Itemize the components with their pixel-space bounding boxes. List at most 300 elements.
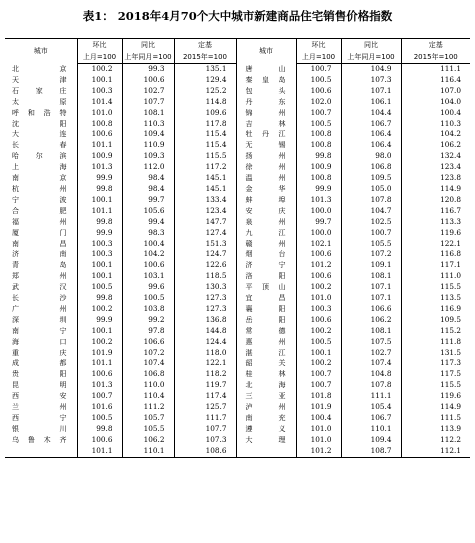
table-row — [5, 86, 470, 97]
right-yoy-cell: 107.5 — [341, 337, 401, 348]
left-city-cell: 沈 阳 — [12, 119, 67, 128]
right-yoy-cell: 107.1 — [341, 86, 401, 97]
right-city-cell: 泉 州 — [236, 217, 296, 228]
left-yoy-cell: 99.3 — [122, 64, 174, 75]
left-mom-cell: 100.1 — [77, 195, 122, 206]
left-mom-cell: 100.1 — [77, 271, 122, 282]
left-city-cell: 天 津 — [12, 75, 67, 84]
left-mom-cell: 99.8 — [77, 184, 122, 195]
table-row — [5, 293, 470, 304]
left-city-cell — [5, 446, 77, 457]
left-mom-cell: 101.1 — [77, 358, 122, 369]
left-yoy-cell: 107.2 — [122, 348, 174, 359]
header-mom-sub-left: 上月=100 — [77, 51, 122, 64]
left-mom-cell: 101.1 — [77, 206, 122, 217]
table-row — [5, 315, 470, 326]
header-city-left: 城市 — [5, 39, 77, 64]
right-base-cell: 113.3 — [401, 217, 470, 228]
left-city-cell: 西 宁 — [12, 414, 67, 422]
right-base-cell: 117.5 — [401, 369, 470, 380]
left-yoy-cell: 99.7 — [122, 195, 174, 206]
left-base-cell: 133.4 — [174, 195, 236, 206]
header-row-main — [5, 39, 470, 52]
table-row — [5, 271, 470, 282]
right-yoy-cell: 106.1 — [341, 97, 401, 108]
left-yoy-cell: 106.6 — [122, 337, 174, 348]
left-city-cell: 深 圳 — [12, 315, 67, 324]
left-base-cell: 107.3 — [174, 435, 236, 446]
left-city-cell: 昆 明 — [12, 381, 67, 390]
right-city-cell: 牡丹江 — [236, 129, 296, 140]
left-mom-cell: 100.6 — [77, 435, 122, 446]
left-mom-cell: 100.2 — [77, 304, 122, 315]
header-base-left: 定基 — [174, 39, 236, 52]
right-mom-cell: 100.2 — [296, 358, 341, 369]
left-yoy-cell: 103.1 — [122, 271, 174, 282]
left-base-cell: 115.5 — [174, 151, 236, 162]
left-base-cell: 123.4 — [174, 206, 236, 217]
right-base-cell: 117.1 — [401, 260, 470, 271]
table-row — [5, 75, 470, 86]
right-city-cell: 锦 州 — [236, 108, 296, 119]
left-city-cell: 合 肥 — [12, 206, 67, 215]
left-yoy-cell: 105.7 — [122, 413, 174, 424]
left-mom-cell: 101.3 — [77, 162, 122, 173]
right-yoy-cell: 108.1 — [341, 326, 401, 337]
left-city-cell: 郑 州 — [12, 272, 67, 281]
right-base-cell: 100.4 — [401, 108, 470, 119]
right-mom-cell: 101.2 — [296, 260, 341, 271]
right-yoy-cell: 108.1 — [341, 271, 401, 282]
left-base-cell: 109.6 — [174, 108, 236, 119]
left-base-cell: 124.7 — [174, 249, 236, 260]
left-yoy-cell: 110.0 — [122, 380, 174, 391]
left-yoy-cell: 106.8 — [122, 369, 174, 380]
right-yoy-cell: 105.5 — [341, 239, 401, 250]
left-city-cell: 南 宁 — [12, 326, 67, 335]
right-yoy-cell: 107.2 — [341, 249, 401, 260]
left-city-cell: 乌鲁木齐 — [12, 435, 67, 444]
right-base-cell: 116.9 — [401, 304, 470, 315]
left-city-cell: 哈尔滨 — [12, 152, 67, 161]
left-mom-cell: 100.1 — [77, 75, 122, 86]
right-base-cell: 114.9 — [401, 402, 470, 413]
right-mom-cell: 100.9 — [296, 162, 341, 173]
header-yoy-left: 同比 — [122, 39, 174, 52]
right-city-cell: 韶 关 — [236, 358, 296, 369]
right-city-cell: 扬 州 — [236, 151, 296, 162]
table-row — [5, 129, 470, 140]
right-mom-cell: 102.0 — [296, 97, 341, 108]
left-mom-cell: 99.9 — [77, 228, 122, 239]
right-city-cell: 南 充 — [236, 413, 296, 424]
right-base-cell: 123.8 — [401, 173, 470, 184]
table-row — [5, 380, 470, 391]
left-city-cell: 太 原 — [12, 97, 67, 106]
right-mom-cell: 100.6 — [296, 315, 341, 326]
right-base-cell: 131.5 — [401, 348, 470, 359]
left-city-cell: 呼和浩特 — [12, 108, 67, 117]
left-city-cell: 石家庄 — [12, 86, 67, 95]
left-mom-cell: 99.9 — [77, 315, 122, 326]
right-mom-cell: 100.3 — [296, 304, 341, 315]
right-base-cell: 120.8 — [401, 195, 470, 206]
right-yoy-cell: 106.7 — [341, 413, 401, 424]
left-mom-cell: 100.2 — [77, 337, 122, 348]
right-base-cell: 110.3 — [401, 119, 470, 130]
right-yoy-cell: 106.8 — [341, 162, 401, 173]
right-base-cell: 115.2 — [401, 326, 470, 337]
left-base-cell: 129.4 — [174, 75, 236, 86]
left-yoy-cell: 100.4 — [122, 239, 174, 250]
left-base-cell: 115.4 — [174, 129, 236, 140]
left-city-cell: 兰 州 — [12, 403, 67, 412]
left-mom-cell: 100.7 — [77, 391, 122, 402]
left-mom-cell: 99.8 — [77, 293, 122, 304]
left-base-cell: 127.3 — [174, 304, 236, 315]
left-mom-cell: 99.8 — [77, 217, 122, 228]
right-base-cell: 111.1 — [401, 64, 470, 75]
left-mom-cell: 100.1 — [77, 326, 122, 337]
right-yoy-cell: 107.3 — [341, 75, 401, 86]
left-city-cell: 上 海 — [12, 163, 67, 172]
right-city-cell — [236, 446, 296, 457]
left-city-cell: 南 昌 — [12, 239, 67, 248]
left-base-cell: 114.8 — [174, 97, 236, 108]
table-row — [5, 206, 470, 217]
right-city-cell: 襄 阳 — [236, 304, 296, 315]
right-base-cell: 114.9 — [401, 184, 470, 195]
right-yoy-cell: 106.2 — [341, 315, 401, 326]
left-mom-cell: 100.3 — [77, 239, 122, 250]
right-base-cell: 111.0 — [401, 271, 470, 282]
left-yoy-cell: 108.1 — [122, 108, 174, 119]
header-mom-right: 环比 — [296, 39, 341, 52]
right-city-cell: 平顶山 — [236, 282, 296, 293]
right-yoy-cell: 109.5 — [341, 173, 401, 184]
header-mom-sub-right: 上月=100 — [296, 51, 341, 64]
right-base-cell: 132.4 — [401, 151, 470, 162]
left-mom-cell: 100.3 — [77, 249, 122, 260]
right-city-cell: 常 德 — [236, 326, 296, 337]
left-yoy-cell: 103.8 — [122, 304, 174, 315]
left-yoy-cell: 99.2 — [122, 315, 174, 326]
left-city-cell: 成 都 — [12, 359, 67, 368]
right-base-cell: 111.5 — [401, 413, 470, 424]
right-city-cell: 九 江 — [236, 228, 296, 239]
left-mom-cell: 99.9 — [77, 173, 122, 184]
table-row — [5, 424, 470, 435]
table-row — [5, 97, 470, 108]
left-yoy-cell: 105.6 — [122, 206, 174, 217]
left-base-cell: 118.0 — [174, 348, 236, 359]
left-base-cell: 130.3 — [174, 282, 236, 293]
left-base-cell: 117.2 — [174, 162, 236, 173]
left-yoy-cell: 110.9 — [122, 140, 174, 151]
right-yoy-cell: 106.7 — [341, 119, 401, 130]
right-base-cell: 112.2 — [401, 435, 470, 446]
left-yoy-cell: 98.3 — [122, 228, 174, 239]
right-mom-cell: 100.5 — [296, 119, 341, 130]
right-base-cell: 107.0 — [401, 86, 470, 97]
left-base-cell: 144.8 — [174, 326, 236, 337]
right-yoy-cell: 100.7 — [341, 228, 401, 239]
left-city-cell: 长 沙 — [12, 294, 67, 303]
right-yoy-cell: 107.4 — [341, 358, 401, 369]
table-row — [5, 391, 470, 402]
right-yoy-cell: 107.8 — [341, 380, 401, 391]
left-mom-cell: 101.1 — [77, 140, 122, 151]
left-city-cell: 海 口 — [12, 337, 67, 346]
right-yoy-cell: 107.8 — [341, 195, 401, 206]
left-city-cell: 贵 阳 — [12, 370, 67, 379]
left-mom-cell: 101.4 — [77, 97, 122, 108]
right-mom-cell: 100.2 — [296, 282, 341, 293]
right-yoy-cell: 109.1 — [341, 260, 401, 271]
left-yoy-cell: 110.1 — [122, 446, 174, 457]
header-base-sub-left: 2015年=100 — [174, 51, 236, 64]
header-mom-left: 环比 — [77, 39, 122, 52]
left-mom-cell: 100.1 — [77, 260, 122, 271]
right-mom-cell: 100.8 — [296, 140, 341, 151]
table-row — [5, 348, 470, 359]
left-mom-cell: 100.5 — [77, 282, 122, 293]
right-city-cell: 唐 山 — [236, 64, 296, 75]
right-city-cell: 北 海 — [236, 380, 296, 391]
right-yoy-cell: 104.7 — [341, 206, 401, 217]
right-mom-cell: 101.0 — [296, 293, 341, 304]
left-mom-cell: 100.3 — [77, 86, 122, 97]
left-city-cell: 福 州 — [12, 217, 67, 226]
right-city-cell: 遵 义 — [236, 424, 296, 435]
table-row — [5, 140, 470, 151]
right-mom-cell: 100.0 — [296, 228, 341, 239]
left-mom-cell: 100.8 — [77, 119, 122, 130]
left-yoy-cell: 99.4 — [122, 217, 174, 228]
right-yoy-cell: 104.9 — [341, 64, 401, 75]
right-mom-cell: 101.0 — [296, 424, 341, 435]
right-yoy-cell: 109.4 — [341, 435, 401, 446]
left-yoy-cell: 100.6 — [122, 260, 174, 271]
left-base-cell: 151.3 — [174, 239, 236, 250]
left-base-cell: 107.7 — [174, 424, 236, 435]
header-base-sub-right: 2015年=100 — [401, 51, 470, 64]
right-city-cell: 宜 昌 — [236, 293, 296, 304]
table-title: 表1： 2018年4月70个大中城市新建商品住宅销售价格指数 — [82, 9, 393, 23]
right-mom-cell: 101.8 — [296, 391, 341, 402]
table-row — [5, 446, 470, 457]
right-yoy-cell: 105.0 — [341, 184, 401, 195]
left-yoy-cell: 111.2 — [122, 402, 174, 413]
right-yoy-cell: 105.4 — [341, 402, 401, 413]
left-yoy-cell: 112.0 — [122, 162, 174, 173]
table-row — [5, 326, 470, 337]
table-row — [5, 249, 470, 260]
right-city-cell: 秦皇岛 — [236, 75, 296, 86]
left-yoy-cell: 109.4 — [122, 129, 174, 140]
left-city-cell: 宁 波 — [12, 195, 67, 204]
left-base-cell: 122.6 — [174, 260, 236, 271]
right-base-cell: 116.7 — [401, 206, 470, 217]
header-yoy-sub-right: 上年同月=100 — [341, 51, 401, 64]
table-header — [5, 39, 470, 64]
right-city-cell: 丹 东 — [236, 97, 296, 108]
left-yoy-cell: 109.3 — [122, 151, 174, 162]
right-mom-cell: 102.1 — [296, 239, 341, 250]
left-yoy-cell: 107.7 — [122, 97, 174, 108]
right-yoy-cell: 102.5 — [341, 217, 401, 228]
right-base-cell: 116.4 — [401, 75, 470, 86]
table-row — [5, 260, 470, 271]
right-base-cell: 106.2 — [401, 140, 470, 151]
left-base-cell: 127.3 — [174, 293, 236, 304]
left-city-cell: 大 连 — [12, 130, 67, 139]
table-row — [5, 337, 470, 348]
right-yoy-cell: 106.4 — [341, 140, 401, 151]
right-yoy-cell: 111.1 — [341, 391, 401, 402]
table-row — [5, 369, 470, 380]
left-base-cell: 117.4 — [174, 391, 236, 402]
left-yoy-cell: 97.8 — [122, 326, 174, 337]
right-mom-cell: 100.6 — [296, 271, 341, 282]
left-yoy-cell: 100.6 — [122, 75, 174, 86]
right-city-cell: 赣 州 — [236, 239, 296, 250]
right-base-cell: 119.6 — [401, 228, 470, 239]
right-base-cell: 123.4 — [401, 162, 470, 173]
right-city-cell: 包 头 — [236, 86, 296, 97]
right-mom-cell: 99.8 — [296, 151, 341, 162]
left-yoy-cell: 106.2 — [122, 435, 174, 446]
right-yoy-cell: 106.4 — [341, 129, 401, 140]
left-base-cell: 125.2 — [174, 86, 236, 97]
table-row — [5, 162, 470, 173]
right-yoy-cell: 108.7 — [341, 446, 401, 457]
table-row — [5, 282, 470, 293]
left-base-cell: 127.4 — [174, 228, 236, 239]
right-mom-cell: 100.6 — [296, 249, 341, 260]
right-mom-cell: 99.7 — [296, 217, 341, 228]
right-mom-cell: 100.7 — [296, 369, 341, 380]
left-yoy-cell: 105.5 — [122, 424, 174, 435]
table-row — [5, 413, 470, 424]
right-mom-cell: 100.8 — [296, 129, 341, 140]
table-row — [5, 119, 470, 130]
right-city-cell: 吉 林 — [236, 119, 296, 130]
left-mom-cell: 100.2 — [77, 64, 122, 75]
table-row — [5, 195, 470, 206]
table-row — [5, 217, 470, 228]
right-yoy-cell: 107.1 — [341, 293, 401, 304]
left-base-cell: 124.4 — [174, 337, 236, 348]
right-mom-cell: 101.0 — [296, 435, 341, 446]
right-base-cell: 115.5 — [401, 282, 470, 293]
header-base-right: 定基 — [401, 39, 470, 52]
left-mom-cell: 101.0 — [77, 108, 122, 119]
table-row — [5, 435, 470, 446]
left-base-cell: 115.4 — [174, 140, 236, 151]
right-mom-cell: 100.7 — [296, 380, 341, 391]
left-yoy-cell: 107.4 — [122, 358, 174, 369]
right-city-cell: 大 理 — [236, 435, 296, 446]
right-mom-cell: 100.7 — [296, 64, 341, 75]
right-base-cell: 104.0 — [401, 97, 470, 108]
right-city-cell: 金 华 — [236, 184, 296, 195]
right-base-cell: 104.2 — [401, 129, 470, 140]
right-yoy-cell: 110.1 — [341, 424, 401, 435]
table-row — [5, 358, 470, 369]
right-mom-cell: 100.5 — [296, 337, 341, 348]
right-mom-cell: 100.4 — [296, 413, 341, 424]
left-base-cell: 135.1 — [174, 64, 236, 75]
left-base-cell: 122.1 — [174, 358, 236, 369]
left-city-cell: 重 庆 — [12, 348, 67, 357]
left-base-cell: 119.7 — [174, 380, 236, 391]
table-row — [5, 184, 470, 195]
left-base-cell: 117.8 — [174, 119, 236, 130]
left-city-cell: 济 南 — [12, 250, 67, 259]
left-mom-cell: 101.3 — [77, 380, 122, 391]
right-mom-cell: 100.7 — [296, 108, 341, 119]
left-yoy-cell: 98.4 — [122, 184, 174, 195]
left-yoy-cell: 102.7 — [122, 86, 174, 97]
table-row — [5, 228, 470, 239]
right-mom-cell: 100.8 — [296, 173, 341, 184]
right-mom-cell: 101.2 — [296, 446, 341, 457]
left-yoy-cell: 110.4 — [122, 391, 174, 402]
header-yoy-right: 同比 — [341, 39, 401, 52]
left-base-cell: 136.8 — [174, 315, 236, 326]
right-city-cell: 桂 林 — [236, 369, 296, 380]
price-index-table — [5, 38, 470, 458]
right-base-cell: 113.5 — [401, 293, 470, 304]
right-city-cell: 安 庆 — [236, 206, 296, 217]
left-city-cell: 长 春 — [12, 141, 67, 150]
left-yoy-cell: 110.3 — [122, 119, 174, 130]
right-mom-cell: 99.9 — [296, 184, 341, 195]
left-yoy-cell: 99.6 — [122, 282, 174, 293]
table-row — [5, 304, 470, 315]
left-mom-cell: 100.6 — [77, 129, 122, 140]
header-yoy-sub-left: 上年同月=100 — [122, 51, 174, 64]
right-yoy-cell: 104.8 — [341, 369, 401, 380]
right-yoy-cell: 102.7 — [341, 348, 401, 359]
right-mom-cell: 100.6 — [296, 86, 341, 97]
right-mom-cell: 100.0 — [296, 206, 341, 217]
left-mom-cell: 101.9 — [77, 348, 122, 359]
right-base-cell: 111.8 — [401, 337, 470, 348]
left-mom-cell: 100.5 — [77, 413, 122, 424]
left-mom-cell: 99.8 — [77, 424, 122, 435]
right-base-cell: 122.1 — [401, 239, 470, 250]
left-mom-cell: 101.6 — [77, 402, 122, 413]
table-row — [5, 402, 470, 413]
table-row — [5, 173, 470, 184]
left-city-cell: 武 汉 — [12, 283, 67, 292]
left-base-cell: 108.6 — [174, 446, 236, 457]
right-city-cell: 无 锡 — [236, 140, 296, 151]
left-mom-cell: 100.9 — [77, 151, 122, 162]
right-mom-cell: 100.2 — [296, 326, 341, 337]
right-city-cell: 惠 州 — [236, 337, 296, 348]
left-yoy-cell: 100.5 — [122, 293, 174, 304]
right-mom-cell: 101.9 — [296, 402, 341, 413]
right-mom-cell: 100.1 — [296, 348, 341, 359]
left-base-cell: 145.1 — [174, 173, 236, 184]
left-yoy-cell: 98.4 — [122, 173, 174, 184]
right-base-cell: 117.3 — [401, 358, 470, 369]
right-yoy-cell: 106.6 — [341, 304, 401, 315]
right-base-cell: 109.5 — [401, 315, 470, 326]
